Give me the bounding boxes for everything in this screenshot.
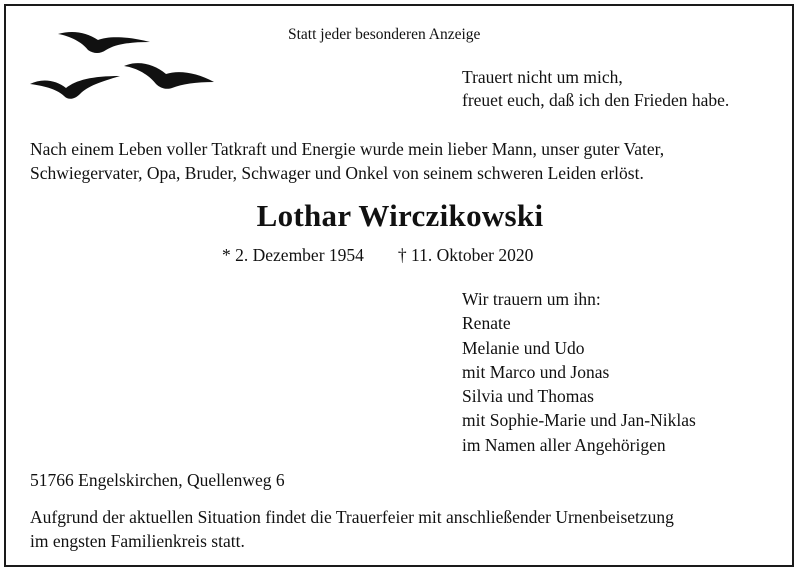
intro-line: Nach einem Leben voller Tatkraft und Energie wurde mein lieber Mann, unser guter Vater,	[30, 139, 665, 159]
flying-birds-icon	[26, 26, 221, 106]
bird-icon	[124, 63, 214, 89]
mourners-line: Silvia und Thomas	[462, 386, 594, 407]
life-dates	[222, 245, 533, 266]
intro-paragraph	[30, 137, 664, 185]
mourners-line: Melanie und Udo	[462, 337, 585, 358]
motto-line: freuet euch, daß ich den Frieden habe.	[462, 90, 730, 110]
bird-icon	[30, 76, 120, 99]
mourners-line: mit Sophie-Marie und Jan-Niklas	[462, 410, 696, 431]
birth-date: * 2. Dezember 1954	[222, 245, 364, 265]
notice-line: im engsten Familienkreis statt.	[30, 531, 245, 551]
mourners-list	[462, 287, 696, 457]
bird-icon	[58, 32, 150, 53]
death-date: † 11. Oktober 2020	[397, 245, 534, 265]
mourners-line: Wir trauern um ihn:	[462, 289, 601, 309]
motto-line: Trauert nicht um mich,	[462, 67, 623, 87]
announcement-header: Statt jeder besonderen Anzeige	[288, 26, 481, 43]
intro-line: Schwiegervater, Opa, Bruder, Schwager und Onkel von seinem schweren Leiden erlöst.	[30, 163, 644, 183]
address: 51766 Engelskirchen, Quellenweg 6	[30, 470, 285, 490]
deceased-name: Lothar Wirczikowski	[256, 198, 544, 233]
mourners-line: im Namen aller Angehörigen	[462, 434, 666, 455]
motto-quote	[462, 66, 729, 112]
mourners-line: Renate	[462, 313, 511, 334]
funeral-notice	[30, 505, 674, 553]
notice-line: Aufgrund der aktuellen Situation findet die Trauerfeier mit anschließender Urnenbeisetzung	[30, 507, 674, 527]
mourners-line: mit Marco und Jonas	[462, 361, 610, 382]
